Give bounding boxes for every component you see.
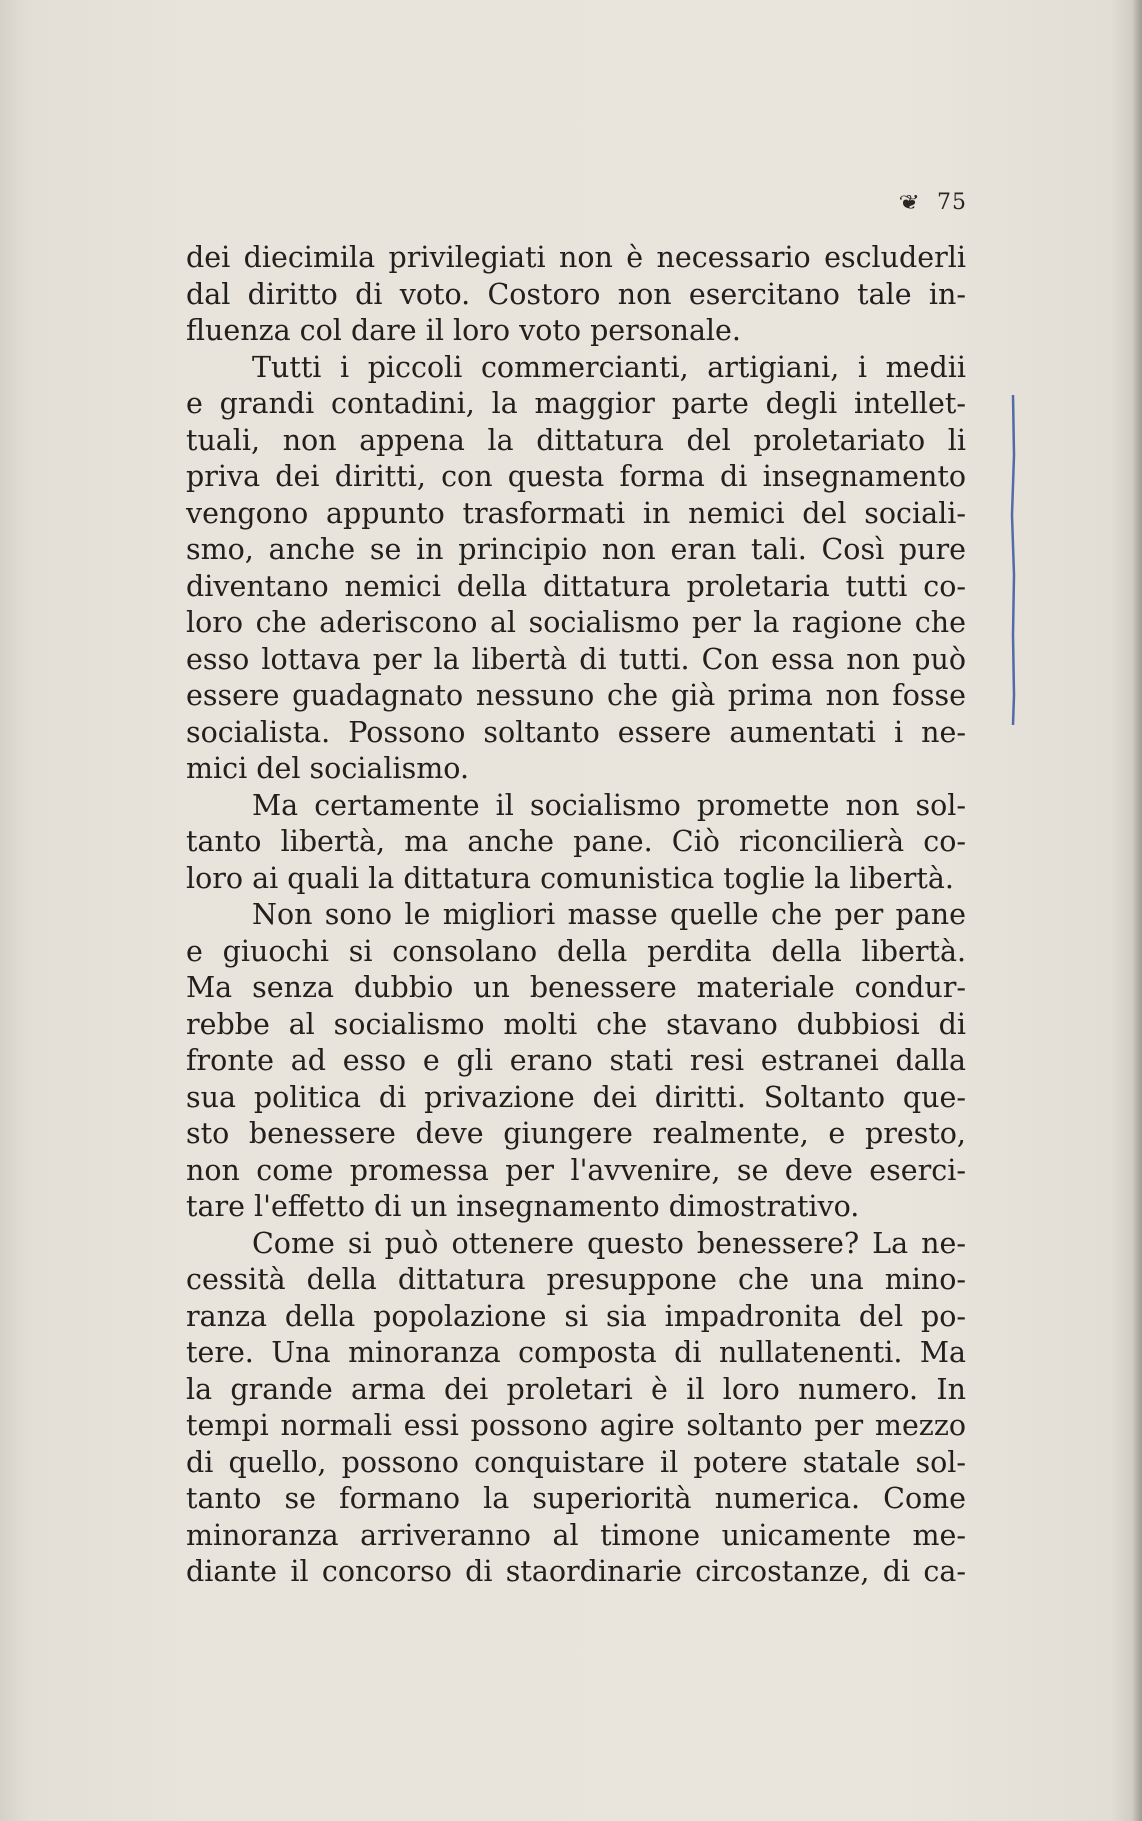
text-line: di quello, possono conquistare il potere statale sol- — [186, 1445, 966, 1479]
ornament-icon: ❦ — [898, 190, 922, 214]
text-line: tuali, non appena la dittatura del proletariato li — [186, 423, 966, 457]
text-line: Ma certamente il socialismo promette non sol- — [252, 788, 966, 822]
text-line: tare l'effetto di un insegnamento dimostrativo. — [186, 1190, 860, 1223]
text-line: loro ai quali la dittatura comunistica toglie la libertà. — [186, 861, 954, 895]
text-line: cessità della dittatura presuppone che una mino- — [186, 1263, 966, 1296]
text-line: dei diecimila privilegiati non è necessario escluderli — [186, 241, 966, 274]
text-line: ranza della popolazione si sia impadronita del po- — [186, 1299, 966, 1333]
text-line: mici del socialismo. — [186, 752, 470, 785]
text-line: e grandi contadini, la maggior parte degli intellet- — [186, 387, 966, 420]
text-line: Come si può ottenere questo benessere? La ne- — [252, 1226, 966, 1260]
body-text — [186, 240, 966, 1591]
text-line: non come promessa per l'avvenire, se deve eserci- — [186, 1153, 966, 1187]
text-line: diante il concorso di staordinarie circostanze, di ca- — [186, 1555, 966, 1588]
text-line: priva dei diritti, con questa forma di insegnamento — [186, 460, 966, 493]
text-line: e giuochi si consolano della perdita della libertà. — [186, 934, 966, 968]
pencil-margin-mark — [1010, 395, 1016, 725]
text-line: sua politica di privazione dei diritti. Soltanto que- — [186, 1080, 966, 1114]
page-edge — [1132, 0, 1142, 1821]
text-line: socialista. Possono soltanto essere aumentati i ne- — [186, 715, 966, 749]
text-line: essere guadagnato nessuno che già prima non fosse — [186, 679, 966, 712]
text-line: tanto se formano la superiorità numerica. Come — [186, 1482, 966, 1515]
text-line: la grande arma dei proletari è il loro numero. In — [186, 1372, 966, 1406]
page-header — [898, 190, 967, 215]
text-line: fronte ad esso e gli erano stati resi estranei dalla — [186, 1044, 966, 1077]
text-line: dal diritto di voto. Costoro non esercitano tale in- — [186, 277, 966, 311]
text-line: sto benessere deve giungere realmente, e presto, — [186, 1117, 966, 1150]
text-line: Ma senza dubbio un benessere materiale condur- — [186, 971, 966, 1004]
text-line: tere. Una minoranza composta di nullatenenti. Ma — [186, 1336, 966, 1369]
text-line: esso lottava per la libertà di tutti. Con essa non può — [186, 642, 966, 676]
text-line: tempi normali essi possono agire soltanto per mezzo — [186, 1409, 966, 1442]
text-line: tanto libertà, ma anche pane. Ciò riconcilierà co- — [186, 825, 966, 858]
text-line: rebbe al socialismo molti che stavano dubbiosi di — [186, 1007, 966, 1041]
text-line: Tutti i piccoli commercianti, artigiani, i medii — [252, 350, 966, 384]
text-line: smo, anche se in principio non eran tali. Così pure — [186, 533, 966, 566]
text-line: vengono appunto trasformati in nemici del sociali- — [186, 496, 966, 530]
text-line: fluenza col dare il loro voto personale. — [186, 314, 741, 347]
text-line: Non sono le migliori masse quelle che per pane — [252, 898, 966, 931]
text-line: minoranza arriveranno al timone unicamente me- — [186, 1518, 966, 1552]
page-number: 75 — [937, 190, 967, 215]
text-line: diventano nemici della dittatura proletaria tutti co- — [186, 569, 966, 603]
text-line: loro che aderiscono al socialismo per la ragione che — [186, 606, 966, 639]
